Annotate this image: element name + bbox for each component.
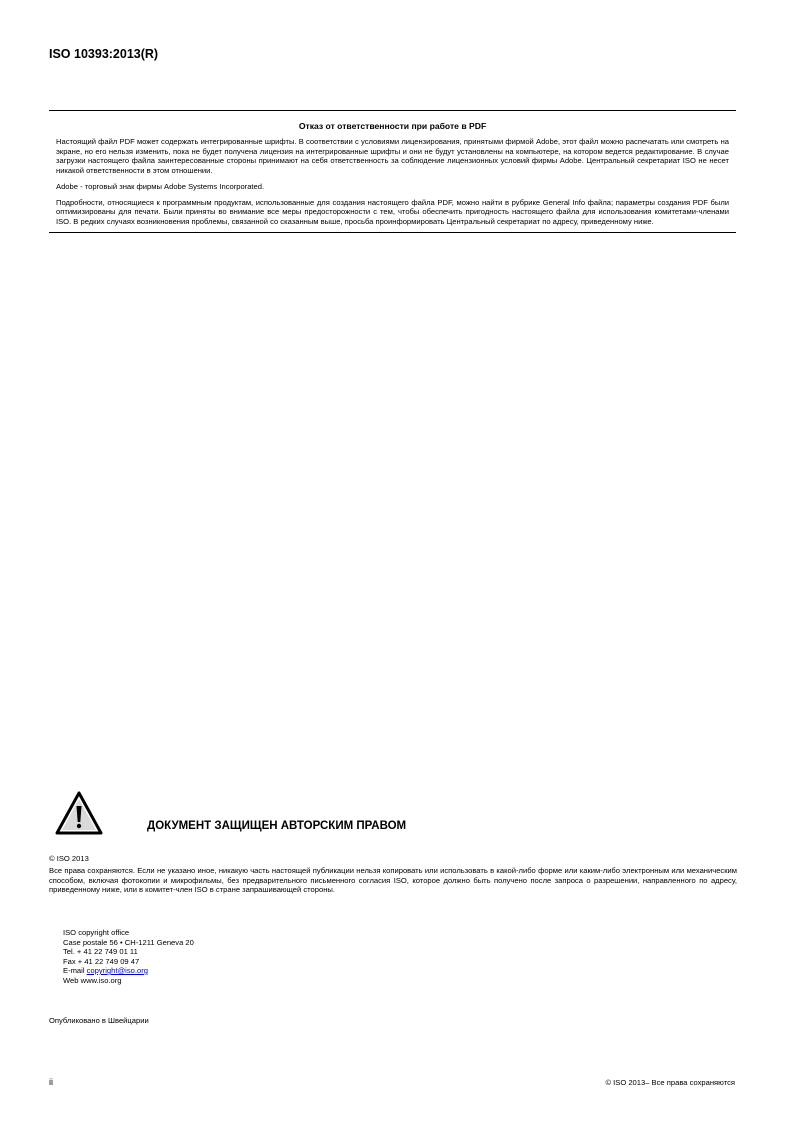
copyright-text: Все права сохраняются. Если не указано иное, никакую часть настоящей публикации нельзя копировать или использовать в какой-либо форме или каким-либо электронным или механическим способом, включая фотокопии и микрофильмы, без предварительного письменного согласия ISO, которое должно быть получено после запроса о разрешении, направленного по адресу, приведенному ниже, или в комитет-член ISO в стране запрашивающей стороны. xyxy=(49,866,737,895)
copyright-year: © ISO 2013 xyxy=(49,854,89,863)
footer-rights: © ISO 2013– Все права сохраняются xyxy=(605,1078,735,1087)
email-label: E-mail xyxy=(63,966,87,975)
disclaimer-title: Отказ от ответственности при работе в PDF xyxy=(298,121,487,131)
disclaimer-paragraph: Adobe - торговый знак фирмы Adobe Systems Incorporated. xyxy=(56,181,265,191)
email-link[interactable]: copyright@iso.org xyxy=(86,966,148,975)
address-tel: Tel. + 41 22 749 01 11 xyxy=(63,947,138,956)
pdf-disclaimer-box xyxy=(49,110,736,233)
document-id: ISO 10393:2013(R) xyxy=(49,47,159,61)
address-web: Web www.iso.org xyxy=(63,975,122,985)
copyright-title: ДОКУМЕНТ ЗАЩИЩЕН АВТОРСКИМ ПРАВОМ xyxy=(147,820,407,832)
disclaimer-paragraph: Настоящий файл PDF может содержать интегрированные шрифты. В соответствии с условиями лицензирования, принятыми фирмой Adobe, этот файл можно распечатать или смотреть на экране, но его нельзя изменить, пока не будет получена лицензия на интегрированные шрифты и они не будут установлены на компьютере, на котором ведется редактирование. В случае загрузки настоящего файла заинтересованные стороны принимают на себя ответственность за соблюдение лицензионных условий фирмы Adobe. Центральный секретариат ISO не несет никакой ответственности в этом отношении. xyxy=(56,137,729,176)
address-office: ISO copyright office xyxy=(63,928,130,937)
copyright-section xyxy=(49,790,737,1025)
iso-address xyxy=(63,928,194,985)
page-number: ii xyxy=(49,1077,53,1087)
disclaimer-paragraph: Подробности, относящиеся к программным продуктам, использованные для создания настоящего файла PDF, можно найти в рубрике General Info файла; параметры создания PDF были оптимизированы для печати. Были приняты во внимание все меры предосторожности с тем, чтобы обеспечить пригодность настоящего файла для использования комитетами-членами ISO. В редких случаях возникновения проблемы, связанной со сказанным выше, просьба проинформировать Центральный секретариат по адресу, приведенному ниже. xyxy=(56,197,729,226)
warning-icon xyxy=(54,790,104,837)
copyright-heading-row xyxy=(49,790,737,840)
address-fax: Fax + 41 22 749 09 47 xyxy=(63,956,140,966)
address-email-row xyxy=(63,966,194,976)
address-postal: Case postale 56 • CH-1211 Geneva 20 xyxy=(63,937,194,947)
published-in: Опубликовано в Швейцарии xyxy=(49,1016,149,1025)
